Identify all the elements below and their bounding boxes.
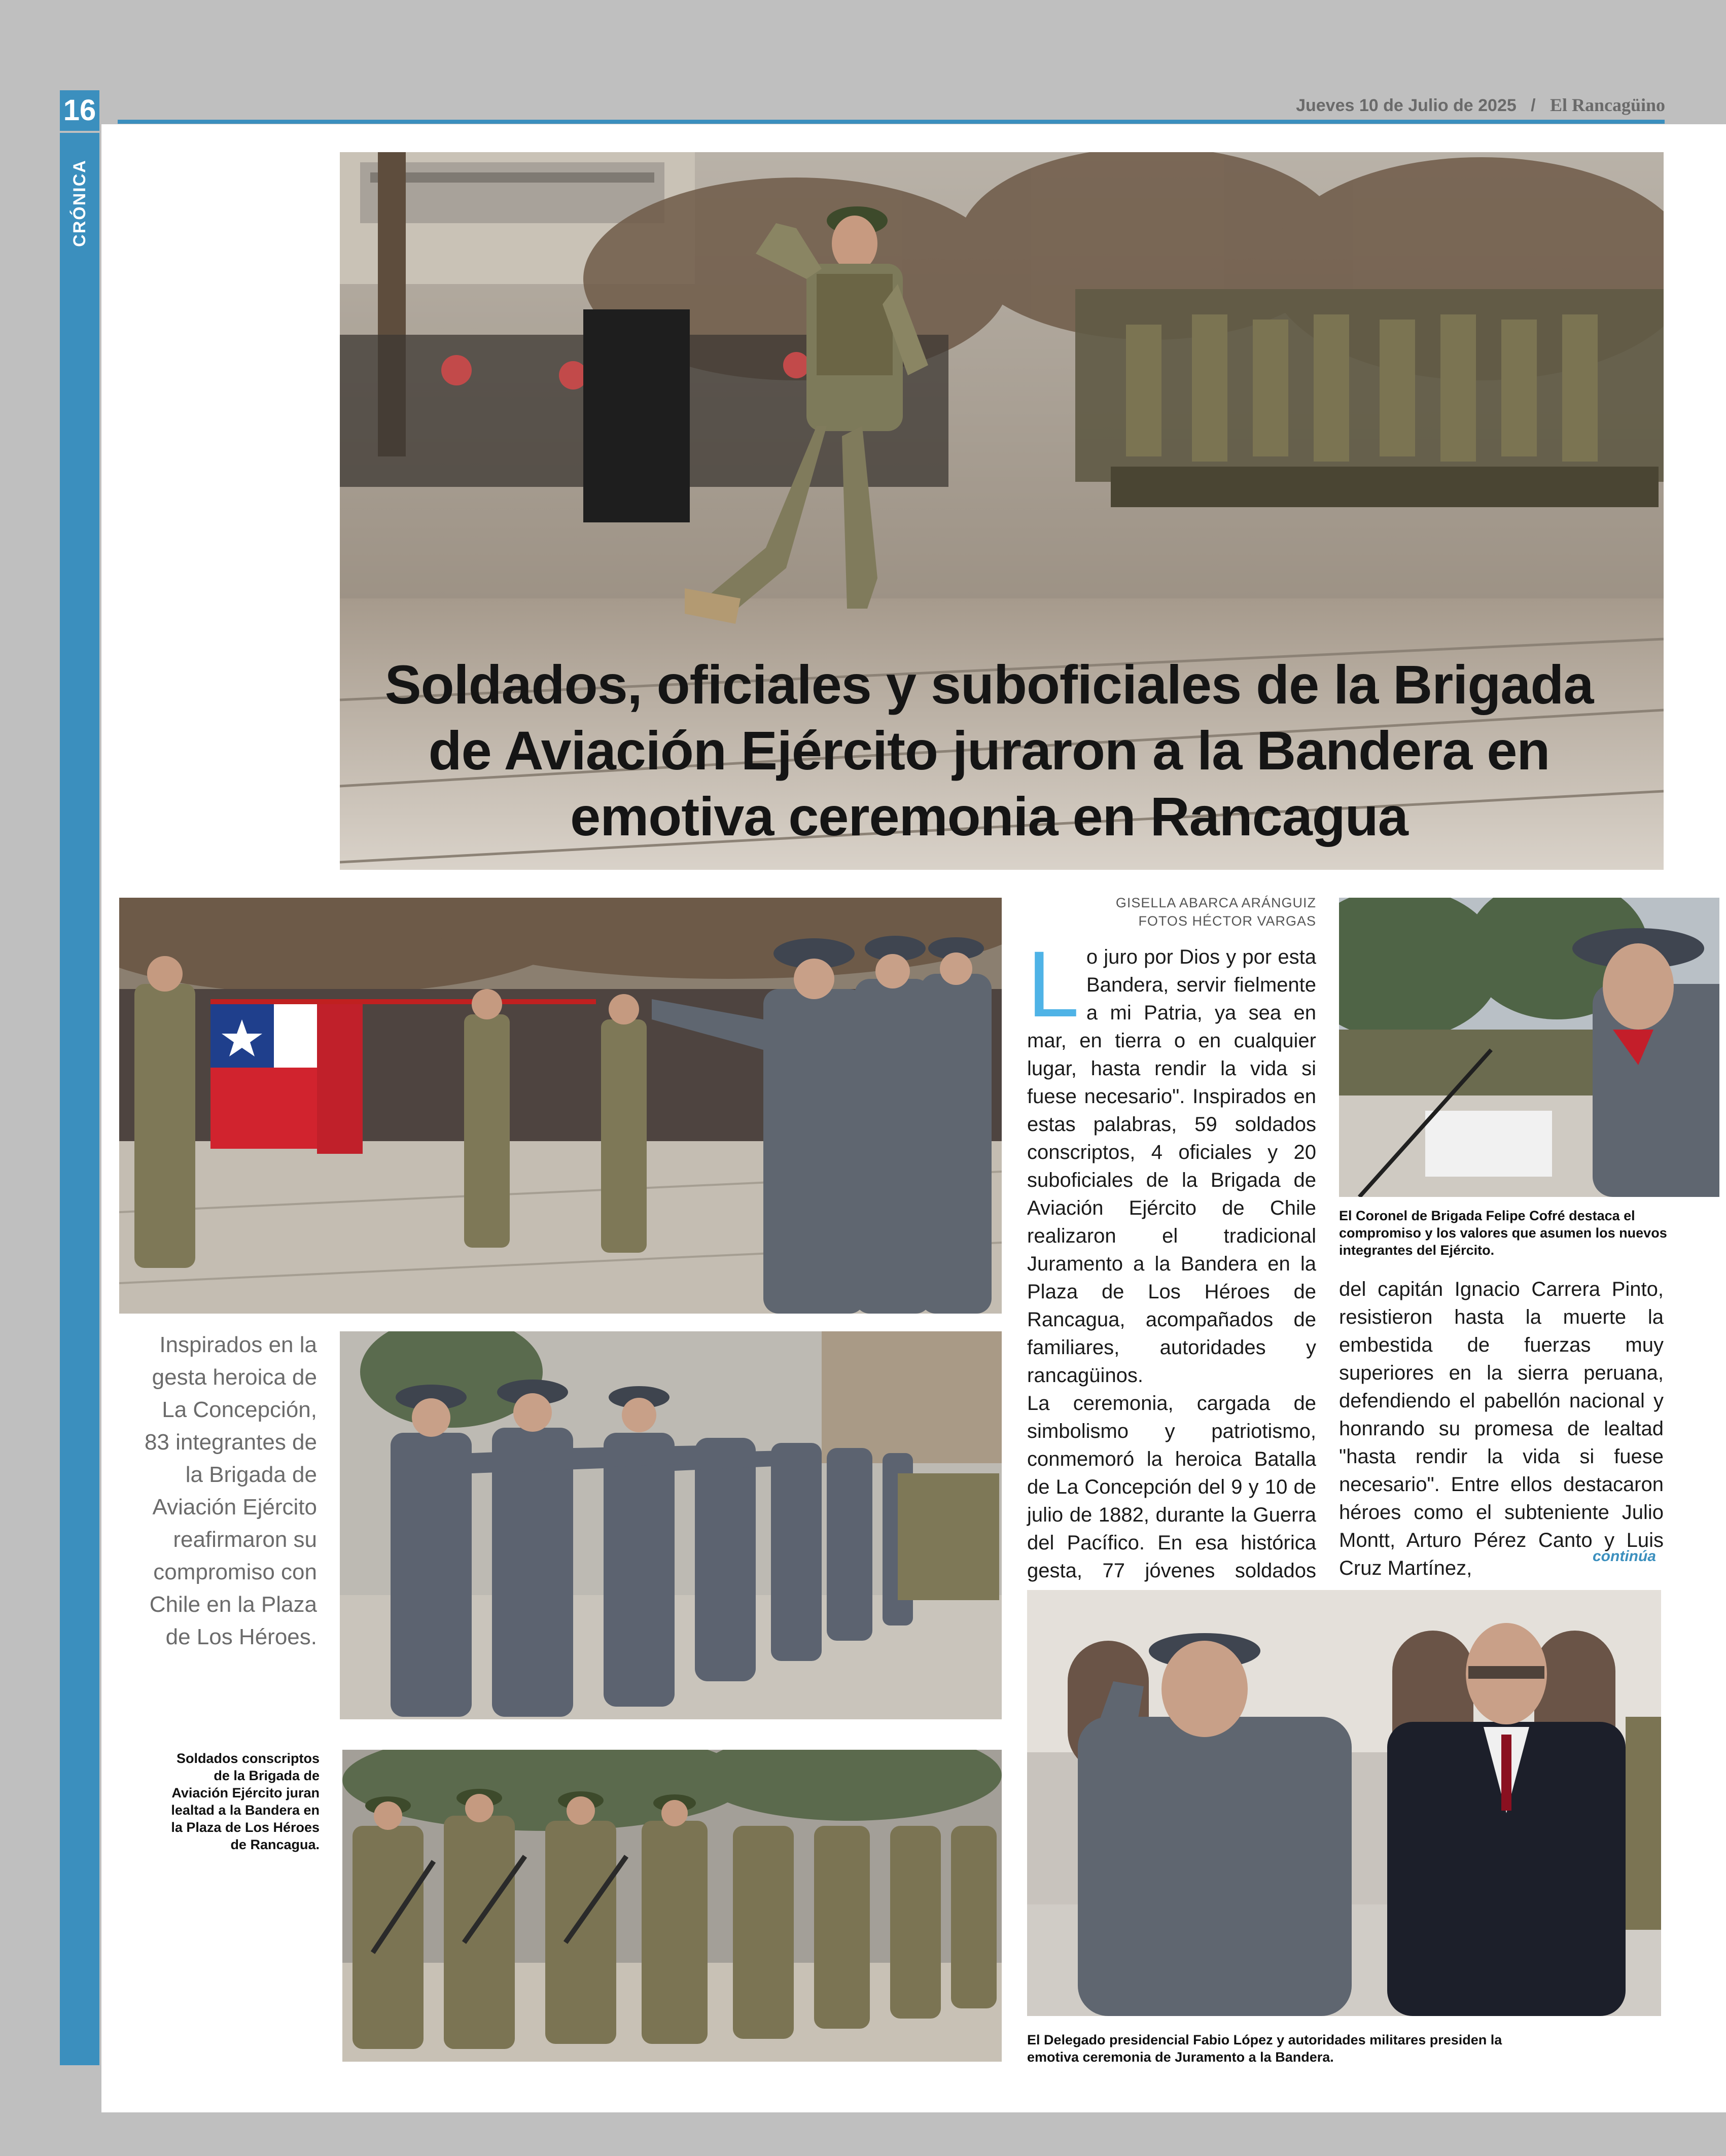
article-col1-text: o juro por Dios y por esta Bandera, servir fielmente a mi Patria, ya sea en mar, en tierra o en cualquier lugar, hasta rendir la vida si fuese necesario". Inspirados en estas palabras, 59 soldados conscriptos, 4 oficiales y 20 suboficiales de la Brigada de Aviación Ejército de Chile realizaron el tradicional Juramento a la Bandera en la Plaza de Los Héroes de Rancagua, acompañados de familiares, autoridades y rancagüinos. — [1027, 946, 1316, 1387]
header-separator: / — [1531, 96, 1536, 115]
article-column-1 — [1027, 932, 1316, 1613]
photo-credit: FOTOS HÉCTOR VARGAS — [1138, 913, 1316, 929]
page-header — [1296, 94, 1665, 116]
continua-label: continúa — [1593, 1548, 1656, 1565]
section-label — [60, 152, 99, 254]
conscripts-oath-photo — [342, 1750, 1002, 2062]
pull-quote: Inspirados en la gesta heroica de La Concepción, 83 integrantes de la Brigada de Aviación Ejército reafirmaron su compromiso con Chile en la Plaza de Los Héroes. — [144, 1332, 317, 1649]
header-date: Jueves 10 de Julio de 2025 — [1296, 96, 1517, 115]
dropcap: L — [1027, 932, 1079, 1037]
flag-ceremony-photo — [119, 898, 1002, 1314]
article-col2-text: del capitán Ignacio Carrera Pinto, resistieron hasta la muerte la embestida de fuerzas muy superiores en la sierra peruana, defendiendo el pabellón nacional y honrando su promesa de lealtad "hasta rendir la vida si fuese necesario". Entre ellos destacaron héroes como el subteniente Julio Montt, Arturo Pérez Canto y Luis Cruz Martínez, — [1339, 1278, 1664, 1579]
caption-delegate: El Delegado presidencial Fabio López y autoridades militares presiden la emotiva ceremonia de Juramento a la Bandera. — [1027, 2032, 1502, 2065]
newspaper-name: El Rancagüino — [1549, 95, 1665, 115]
page-number: 16 — [60, 90, 99, 131]
colonel-speech-photo — [1339, 898, 1719, 1197]
headline: Soldados, oficiales y suboficiales de la Brigada de Aviación Ejército juraron a la Bandera en emotiva ceremonia en Rancagua — [384, 654, 1594, 847]
caption-colonel: El Coronel de Brigada Felipe Cofré destaca el compromiso y los valores que asumen los nuevos integrantes del Ejército. — [1339, 1208, 1667, 1258]
section-sidebar — [60, 133, 99, 2065]
article-column-2 — [1339, 1276, 1664, 1582]
article-col1-paragraph2: La ceremonia, cargada de simbolismo y patriotismo, conmemoró la heroica Batalla de La Concepción del 9 y 10 de julio de 1882, durante la Guerra del Pacífico. En esa histórica gesta, 77 jóvenes soldados — [1027, 1392, 1316, 1582]
header-rule — [118, 120, 1665, 124]
officers-oath-photo — [340, 1331, 1002, 1719]
section-name: CRÓNICA — [69, 159, 89, 247]
byline — [1055, 894, 1316, 930]
caption-conscripts: Soldados conscriptos de la Brigada de Aviación Ejército juran lealtad a la Bandera en la Plaza de Los Héroes de Rancagua. — [171, 1751, 320, 1852]
delegate-photo — [1027, 1590, 1661, 2016]
author: GISELLA ABARCA ARÁNGUIZ — [1115, 895, 1316, 910]
